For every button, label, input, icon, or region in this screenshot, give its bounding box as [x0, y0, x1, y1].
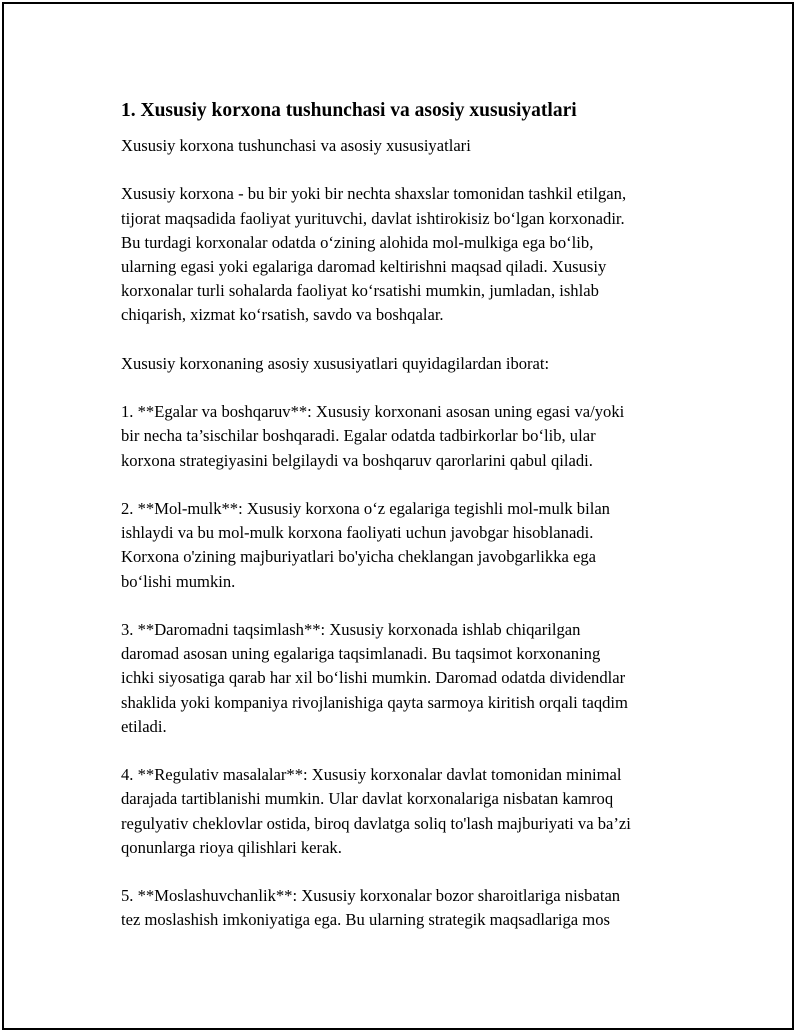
- text-line: shaklida yoki kompaniya rivojlanishiga qayta sarmoya kiritish orqali taqdim: [121, 692, 628, 712]
- text-line: tez moslashish imkoniyatiga ega. Bu ularning strategik maqsadlariga mos: [121, 910, 610, 930]
- text-line: etiladi.: [121, 716, 167, 736]
- list-item-income: [121, 618, 721, 739]
- document-body: [121, 98, 721, 957]
- text-line: bo‘lishi mumkin.: [121, 571, 236, 591]
- text-line: Bu turdagi korxonalar odatda o‘zining alohida mol-mulkiga ega bo‘lib,: [121, 232, 594, 252]
- text-line: daromad asosan uning egalariga taqsimlanadi. Bu taqsimot korxonaning: [121, 644, 601, 664]
- text-line: 1. **Egalar va boshqaruv**: Xususiy korxonani asosan uning egasi va/yoki: [121, 402, 625, 422]
- text-line: tijorat maqsadida faoliyat yurituvchi, davlat ishtirokisiz bo‘lgan korxonadir.: [121, 208, 625, 228]
- text-line: darajada tartiblanishi mumkin. Ular davlat korxonalariga nisbatan kamroq: [121, 789, 614, 809]
- paragraph-subtitle: [121, 134, 721, 158]
- text-line: qonunlarga rioya qilishlari kerak.: [121, 837, 342, 857]
- text-line: korxona strategiyasini belgilaydi va boshqaruv qarorlarini qabul qiladi.: [121, 450, 593, 470]
- text-line: 4. **Regulativ masalalar**: Xususiy korxonalar davlat tomonidan minimal: [121, 765, 622, 785]
- paragraph-intro: [121, 352, 721, 376]
- text-line: ishlaydi va bu mol-mulk korxona faoliyati uchun javobgar hisoblanadi.: [121, 523, 594, 543]
- text-line: 3. **Daromadni taqsimlash**: Xususiy korxonada ishlab chiqarilgan: [121, 619, 581, 639]
- text-line: Xususiy korxona - bu bir yoki bir nechta shaxslar tomonidan tashkil etilgan,: [121, 184, 627, 204]
- text-line: ularning egasi yoki egalariga daromad keltirishni maqsad qiladi. Xususiy: [121, 257, 607, 276]
- list-item-property: [121, 497, 721, 594]
- text-line: 5. **Moslashuvchanlik**: Xususiy korxonalar bozor sharoitlariga nisbatan: [121, 886, 621, 906]
- text-line: chiqarish, xizmat ko‘rsatish, savdo va boshqalar.: [121, 305, 444, 325]
- text-line: Korxona o'zining majburiyatlari bo'yicha cheklangan javobgarlikka ega: [121, 547, 597, 567]
- page-frame: [2, 2, 794, 1030]
- text-line: 2. **Mol-mulk**: Xususiy korxona o‘z egalariga tegishli mol-mulk bilan: [121, 498, 610, 518]
- text-line: ichki siyosatiga qarab har xil bo‘lishi mumkin. Daromad odatda dividendlar: [121, 668, 626, 688]
- list-item-flexibility: [121, 884, 721, 932]
- text-line: korxonalar turli sohalarda faoliyat ko‘rsatishi mumkin, jumladan, ishlab: [121, 281, 599, 301]
- text-line: Xususiy korxonaning asosiy xususiyatlari quyidagilardan iborat:: [121, 353, 550, 373]
- text-line: bir necha ta’sischilar boshqaradi. Egalar odatda tadbirkorlar bo‘lib, ular: [121, 426, 596, 446]
- paragraph-definition: [121, 182, 721, 327]
- document-title: 1. Xususiy korxona tushunchasi va asosiy xususiyatlari: [121, 100, 577, 121]
- list-item-regulation: [121, 763, 721, 860]
- text-line: Xususiy korxona tushunchasi va asosiy xususiyatlari: [121, 136, 471, 155]
- list-item-owners: [121, 400, 721, 473]
- text-line: regulyativ cheklovlar ostida, biroq davlatga soliq to'lash majburiyati va ba’zi: [121, 813, 631, 833]
